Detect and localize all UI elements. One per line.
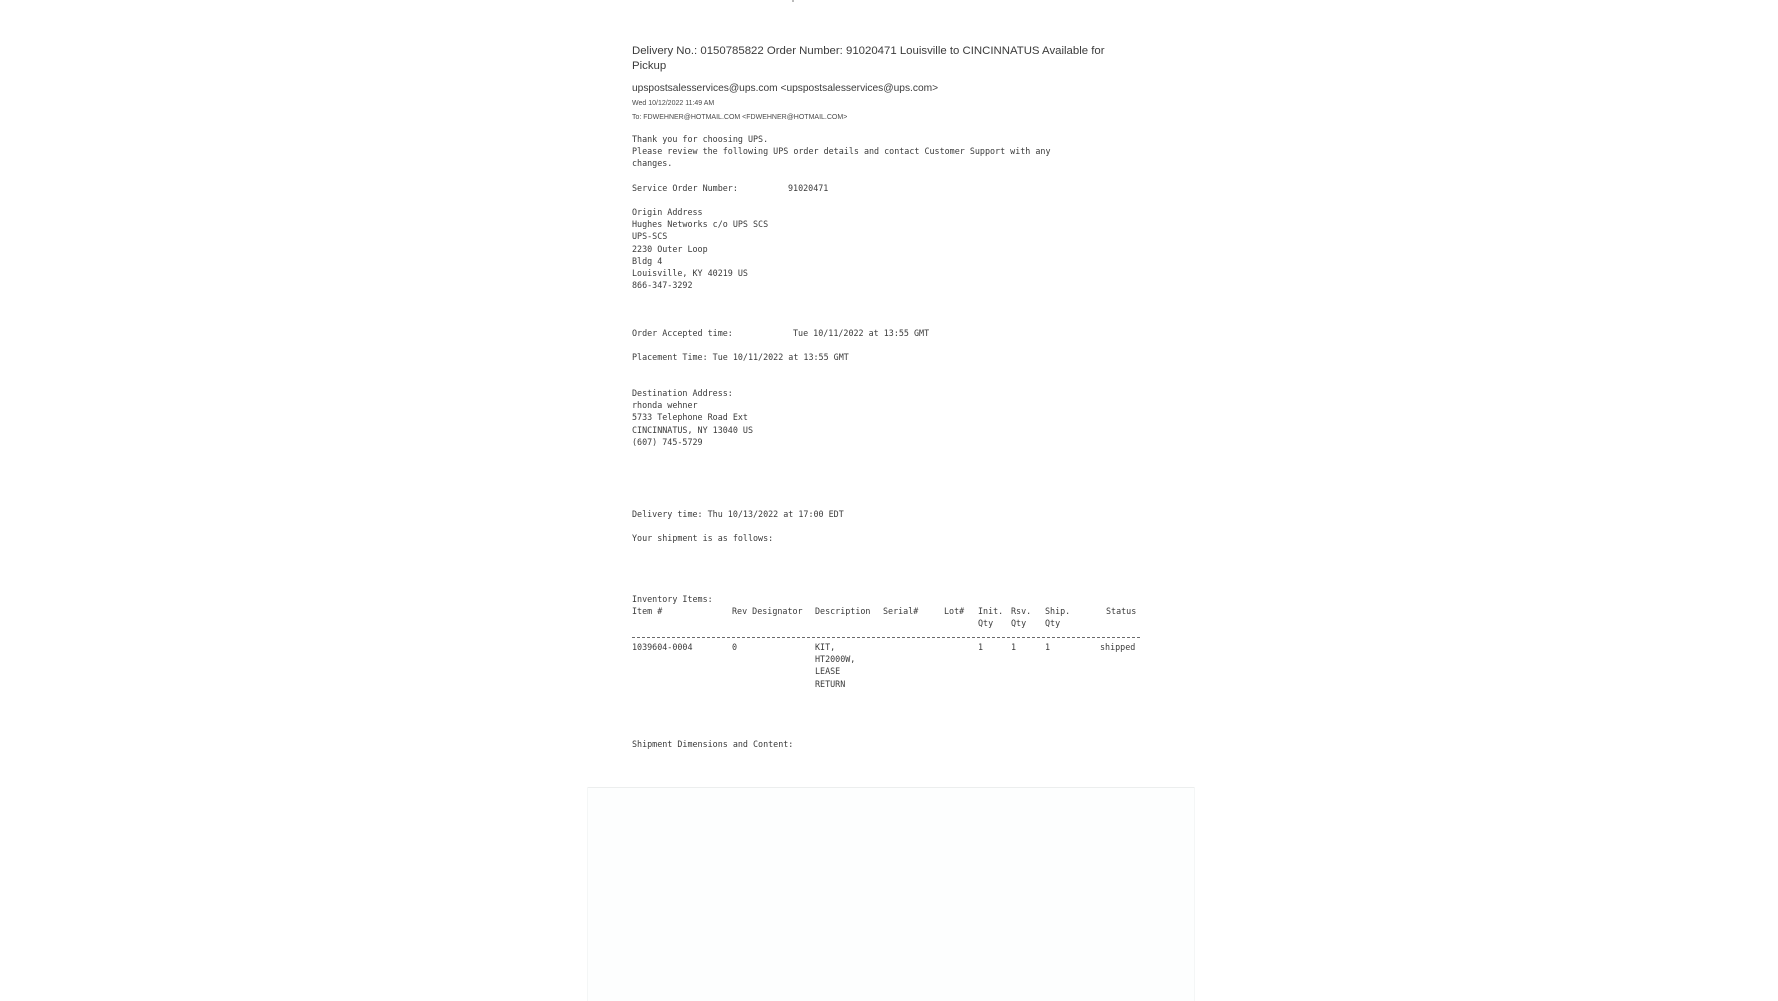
inventory-title: Inventory Items: (632, 594, 713, 604)
header-rsv-qty: Rsv. Qty (1011, 606, 1032, 629)
cell-status: shipped (1100, 642, 1136, 652)
header-serial: Serial# (883, 606, 919, 616)
header-rev-designator: Rev Designator (732, 606, 803, 616)
header-ship-qty: Ship. Qty (1045, 606, 1071, 629)
delivery-time: Delivery time: Thu 10/13/2022 at 17:00 EDT (632, 509, 844, 519)
order-accepted-time: Tue 10/11/2022 at 13:55 GMT (793, 328, 930, 338)
table-divider (632, 637, 1140, 638)
cell-ship-qty: 1 (1045, 642, 1051, 652)
email-sender: upspostsalesservices@ups.com <upspostsalesservices@ups.com> (632, 83, 939, 94)
greeting-text: Thank you for choosing UPS. (632, 134, 769, 144)
shipment-intro: Your shipment is as follows: (632, 533, 774, 543)
header-lot: Lot# (944, 606, 965, 616)
header-description: Description (815, 606, 871, 616)
shipment-dimensions-heading: Shipment Dimensions and Content: (632, 739, 794, 749)
origin-address: Origin Address Hughes Networks c/o UPS SCS UPS-SCS 2230 Outer Loop Bldg 4 Louisville, KY 40219 US 866-347-3292 (632, 207, 769, 291)
email-printout (632, 0, 1192, 780)
cell-rev-designator: 0 (732, 642, 738, 652)
email-recipient: To: FDWEHNER@HOTMAIL.COM <FDWEHNER@HOTMAIL.COM> (632, 114, 848, 121)
email-sent-date: Wed 10/12/2022 11:49 AM (632, 100, 715, 107)
placement-time: Placement Time: Tue 10/11/2022 at 13:55 GMT (632, 352, 849, 362)
header-init-qty: Init. Qty (978, 606, 1004, 629)
header-status: Status (1106, 606, 1137, 616)
next-page-edge (588, 787, 1194, 1001)
order-accepted-label: Order Accepted time: (632, 328, 733, 338)
service-order-label: Service Order Number: (632, 183, 738, 193)
cell-description: KIT, HT2000W, LEASE RETURN (815, 642, 856, 689)
header-item-number: Item # (632, 606, 663, 616)
cell-rsv-qty: 1 (1011, 642, 1017, 652)
service-order-number: 91020471 (788, 183, 829, 193)
cell-init-qty: 1 (978, 642, 984, 652)
destination-address: Destination Address: rhonda wehner 5733 Telephone Road Ext CINCINNATUS, NY 13040 US (607) 745-5729 (632, 388, 754, 447)
email-subject: Delivery No.: 0150785822 Order Number: 91020471 Louisville to CINCINNATUS Available for Pickup (632, 45, 1105, 72)
cell-item-number: 1039604-0004 (632, 642, 693, 652)
instructions-text: Please review the following UPS order details and contact Customer Support with any changes. (632, 146, 1051, 169)
